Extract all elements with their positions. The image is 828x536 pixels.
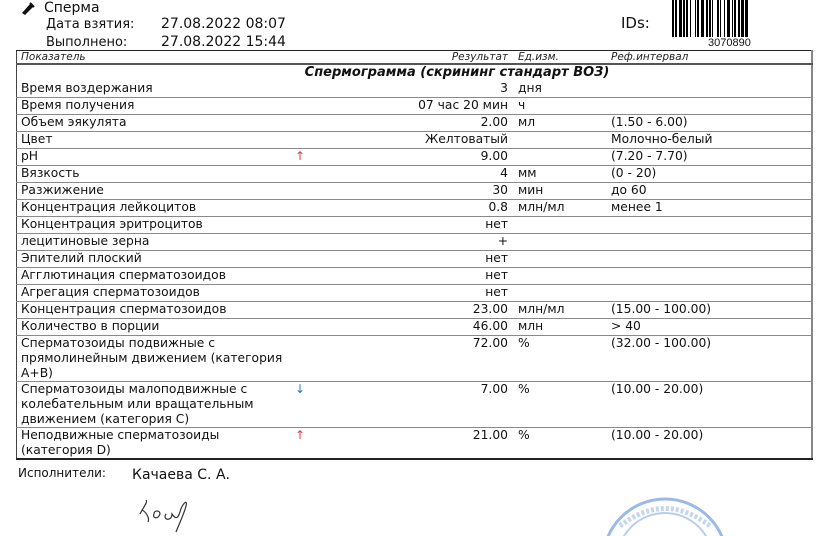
table-row xyxy=(17,382,813,428)
table-row xyxy=(17,285,813,302)
result-value: нет xyxy=(409,217,514,234)
indicator-name: Разжижение xyxy=(17,183,292,200)
flag-cell xyxy=(291,166,409,183)
unit-value: % xyxy=(514,336,607,382)
flag-cell xyxy=(291,382,409,428)
flag-cell xyxy=(291,200,409,217)
indicator-name: Концентрация сперматозоидов xyxy=(17,302,292,319)
col-indicator: Показатель xyxy=(17,51,292,65)
completed-date xyxy=(46,34,286,50)
flag-cell xyxy=(291,319,409,336)
unit-value: ч xyxy=(514,98,607,115)
unit-value: млн xyxy=(514,319,607,336)
indicator-name: Эпителий плоский xyxy=(17,251,292,268)
result-value: 30 xyxy=(409,183,514,200)
reference-range: до 60 xyxy=(607,183,812,200)
result-value: 07 час 20 мин xyxy=(409,98,514,115)
section-title: Спермограмма (скрининг стандарт ВОЗ) xyxy=(304,65,610,80)
reference-range xyxy=(607,234,812,251)
unit-value xyxy=(514,251,607,268)
indicator-name: Агглютинация сперматозоидов xyxy=(17,268,292,285)
result-value: + xyxy=(409,234,514,251)
performers-label: Исполнители: xyxy=(18,466,106,480)
collected-label: Дата взятия: xyxy=(46,17,135,32)
table-row xyxy=(17,149,813,166)
arrow-up-icon: ↑ xyxy=(295,149,306,163)
table-row xyxy=(17,217,813,234)
unit-value: млн/мл xyxy=(514,200,607,217)
result-value: 21.00 xyxy=(409,428,514,460)
col-reference: Реф.интервал xyxy=(607,51,812,65)
table-row xyxy=(17,302,813,319)
flag-cell xyxy=(291,268,409,285)
indicator-name: Цвет xyxy=(17,132,292,149)
reference-range xyxy=(607,217,812,234)
col-result: Результат xyxy=(409,51,514,65)
reference-range: (10.00 - 20.00) xyxy=(607,382,812,428)
table-row xyxy=(17,200,813,217)
indicator-name: Неподвижные сперматозоиды (категория D) xyxy=(17,428,292,460)
unit-value xyxy=(514,268,607,285)
flag-cell xyxy=(291,217,409,234)
indicator-name: Сперматозоиды подвижные с прямолинейным движением (категория А+В) xyxy=(17,336,292,382)
table-row xyxy=(17,166,813,183)
flag-cell xyxy=(291,81,409,98)
flag-cell xyxy=(291,251,409,268)
completed-value: 27.08.2022 15:44 xyxy=(161,34,286,50)
table-row xyxy=(17,268,813,285)
ids-label: IDs: xyxy=(621,14,650,32)
indicator-name: Концентрация лейкоцитов xyxy=(17,200,292,217)
reference-range: (7.20 - 7.70) xyxy=(607,149,812,166)
results-table xyxy=(16,50,813,460)
flag-cell xyxy=(291,428,409,460)
table-row xyxy=(17,183,813,200)
reference-range: > 40 xyxy=(607,319,812,336)
result-value: 72.00 xyxy=(409,336,514,382)
reference-range xyxy=(607,98,812,115)
reference-range xyxy=(607,268,812,285)
unit-value: дня xyxy=(514,81,607,98)
flag-cell xyxy=(291,149,409,166)
col-unit: Ед.изм. xyxy=(514,51,607,65)
result-value: 0.8 xyxy=(409,200,514,217)
signature-icon xyxy=(132,492,202,534)
barcode-bar xyxy=(748,0,749,37)
table-row xyxy=(17,81,813,98)
unit-value: мин xyxy=(514,183,607,200)
flag-cell xyxy=(291,183,409,200)
result-value: Желтоватый xyxy=(409,132,514,149)
arrow-down-icon: ↓ xyxy=(295,382,306,396)
reference-range: (10.00 - 20.00) xyxy=(607,428,812,460)
flag-cell xyxy=(291,234,409,251)
indicator-name: Вязкость xyxy=(17,166,292,183)
unit-value: % xyxy=(514,428,607,460)
indicator-name: лецитиновые зерна xyxy=(17,234,292,251)
reference-range: (32.00 - 100.00) xyxy=(607,336,812,382)
flag-cell xyxy=(291,98,409,115)
barcode-number: 3070890 xyxy=(708,37,751,49)
result-value: 7.00 xyxy=(409,382,514,428)
flag-cell xyxy=(291,132,409,149)
barcode xyxy=(672,0,772,37)
unit-value xyxy=(514,132,607,149)
table-row xyxy=(17,319,813,336)
unit-value xyxy=(514,217,607,234)
table-row xyxy=(17,98,813,115)
indicator-name: Концентрация эритроцитов xyxy=(17,217,292,234)
result-value: 4 xyxy=(409,166,514,183)
indicator-name: Время воздержания xyxy=(17,81,292,98)
indicator-name: Агрегация сперматозоидов xyxy=(17,285,292,302)
unit-value: мл xyxy=(514,115,607,132)
collected-date xyxy=(46,16,286,32)
indicator-name: pH xyxy=(17,149,292,166)
unit-value: млн/мл xyxy=(514,302,607,319)
result-value: 23.00 xyxy=(409,302,514,319)
reference-range: (0 - 20) xyxy=(607,166,812,183)
reference-range: менее 1 xyxy=(607,200,812,217)
table-row xyxy=(17,234,813,251)
table-row xyxy=(17,428,813,460)
col-flag xyxy=(291,51,409,65)
table-row xyxy=(17,251,813,268)
stamp-icon xyxy=(600,496,730,536)
flag-cell xyxy=(291,302,409,319)
performer-name: Качаева С. А. xyxy=(132,467,230,483)
reference-range: (15.00 - 100.00) xyxy=(607,302,812,319)
table-row xyxy=(17,132,813,149)
result-value: 2.00 xyxy=(409,115,514,132)
indicator-name: Время получения xyxy=(17,98,292,115)
unit-value xyxy=(514,285,607,302)
reference-range: (1.50 - 6.00) xyxy=(607,115,812,132)
reference-range: Молочно-белый xyxy=(607,132,812,149)
result-value: 3 xyxy=(409,81,514,98)
result-value: нет xyxy=(409,251,514,268)
sample-name: Сперма xyxy=(44,0,100,16)
column-header-row xyxy=(17,51,813,65)
unit-value xyxy=(514,149,607,166)
arrow-up-icon: ↑ xyxy=(295,428,306,442)
unit-value xyxy=(514,234,607,251)
result-value: 46.00 xyxy=(409,319,514,336)
completed-label: Выполнено: xyxy=(46,35,128,50)
unit-value: мм xyxy=(514,166,607,183)
table-row xyxy=(17,336,813,382)
indicator-name: Объем эякулята xyxy=(17,115,292,132)
result-value: 9.00 xyxy=(409,149,514,166)
section-title-row xyxy=(17,64,813,81)
result-value: нет xyxy=(409,268,514,285)
reference-range xyxy=(607,251,812,268)
indicator-name: Количество в порции xyxy=(17,319,292,336)
reference-range xyxy=(607,285,812,302)
table-row xyxy=(17,115,813,132)
test-tube-icon xyxy=(20,1,36,15)
unit-value: % xyxy=(514,382,607,428)
collected-value: 27.08.2022 08:07 xyxy=(161,16,286,32)
result-value: нет xyxy=(409,285,514,302)
reference-range xyxy=(607,81,812,98)
indicator-name: Сперматозоиды малоподвижные с колебательным или вращательным движением (категория С) xyxy=(17,382,292,428)
flag-cell xyxy=(291,336,409,382)
flag-cell xyxy=(291,285,409,302)
flag-cell xyxy=(291,115,409,132)
